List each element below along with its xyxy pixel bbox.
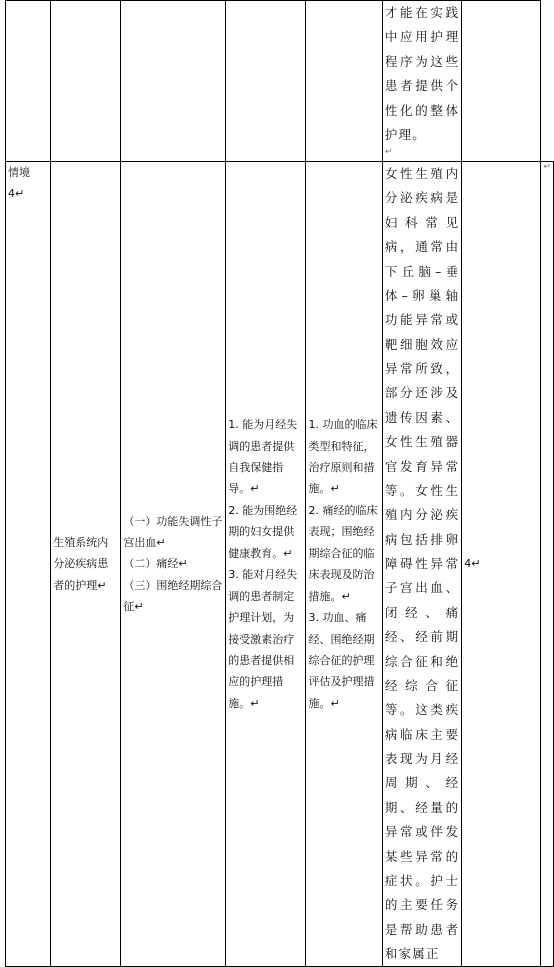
row-end-mark: ↵ bbox=[543, 162, 551, 172]
cell-row-end bbox=[541, 162, 554, 967]
content-text: （一）功能失调性子宫出血↵ （二）痛经↵ （三）围绝经期综合征↵ bbox=[123, 514, 223, 614]
cell-knowledge-goals bbox=[306, 162, 382, 967]
cell-description bbox=[382, 162, 461, 967]
paragraph-mark: ↵ bbox=[384, 147, 393, 158]
description-text: 女性生殖内分泌疾病是妇科常见病，通常由下丘脑–垂体–卵巢轴功能异常或靶细胞效应异常所致，部分还涉及遗传因素、女性生殖器官发育异常等。女性生殖内分泌疾病包括排卵障碍性异常子宫出血、闭经、痛经、经前期综合征和绝经综合征等。这类疾病临床主要表现为月经周期、经期、经量的异常或伴发某些异常的症状。护士的主要任务是帮助患者和家属正 bbox=[384, 166, 460, 961]
cell-content bbox=[121, 1, 226, 162]
cell-hours bbox=[462, 1, 541, 162]
cell-content bbox=[121, 162, 226, 967]
knowledge-goals-text: 1. 功血的临床类型和特征，治疗原则和措施。↵ 2. 痛经的临床表现；围绝经期综合征的临床表现及防治措施。↵ 3. 功血、痛经、围绝经期综合征的护理评估及护理措施。↵ bbox=[308, 418, 378, 710]
curriculum-table bbox=[5, 0, 554, 967]
table-row-scenario-4 bbox=[6, 162, 554, 967]
cell-task-name bbox=[51, 162, 121, 967]
task-name-text: 生殖系统内分泌疾病患者的护理↵ bbox=[53, 536, 109, 592]
cell-description bbox=[382, 1, 461, 162]
ability-goals-text: 1. 能为月经失调的患者提供自我保健指导。↵ 2. 能为围绝经期的妇女提供健康教育。↵ 3. 能对月经失调的患者制定护理计划，为接受激素治疗的患者提供相应的护理措施。↵ bbox=[228, 418, 298, 710]
cell-knowledge-goals bbox=[306, 1, 382, 162]
cell-scenario bbox=[6, 162, 51, 967]
cell-hours bbox=[462, 162, 541, 967]
table-row-continued bbox=[6, 1, 554, 162]
cell-task-name bbox=[51, 1, 121, 162]
scenario-label: 情境 4↵ bbox=[8, 166, 30, 201]
cell-scenario bbox=[6, 1, 51, 162]
cell-ability-goals bbox=[226, 1, 306, 162]
hours-text: 4↵ bbox=[464, 557, 481, 571]
cell-ability-goals bbox=[226, 162, 306, 967]
description-text-continued: 才能在实践中应用护理程序为这些患者提供个性化的整体护理。 bbox=[384, 5, 460, 142]
